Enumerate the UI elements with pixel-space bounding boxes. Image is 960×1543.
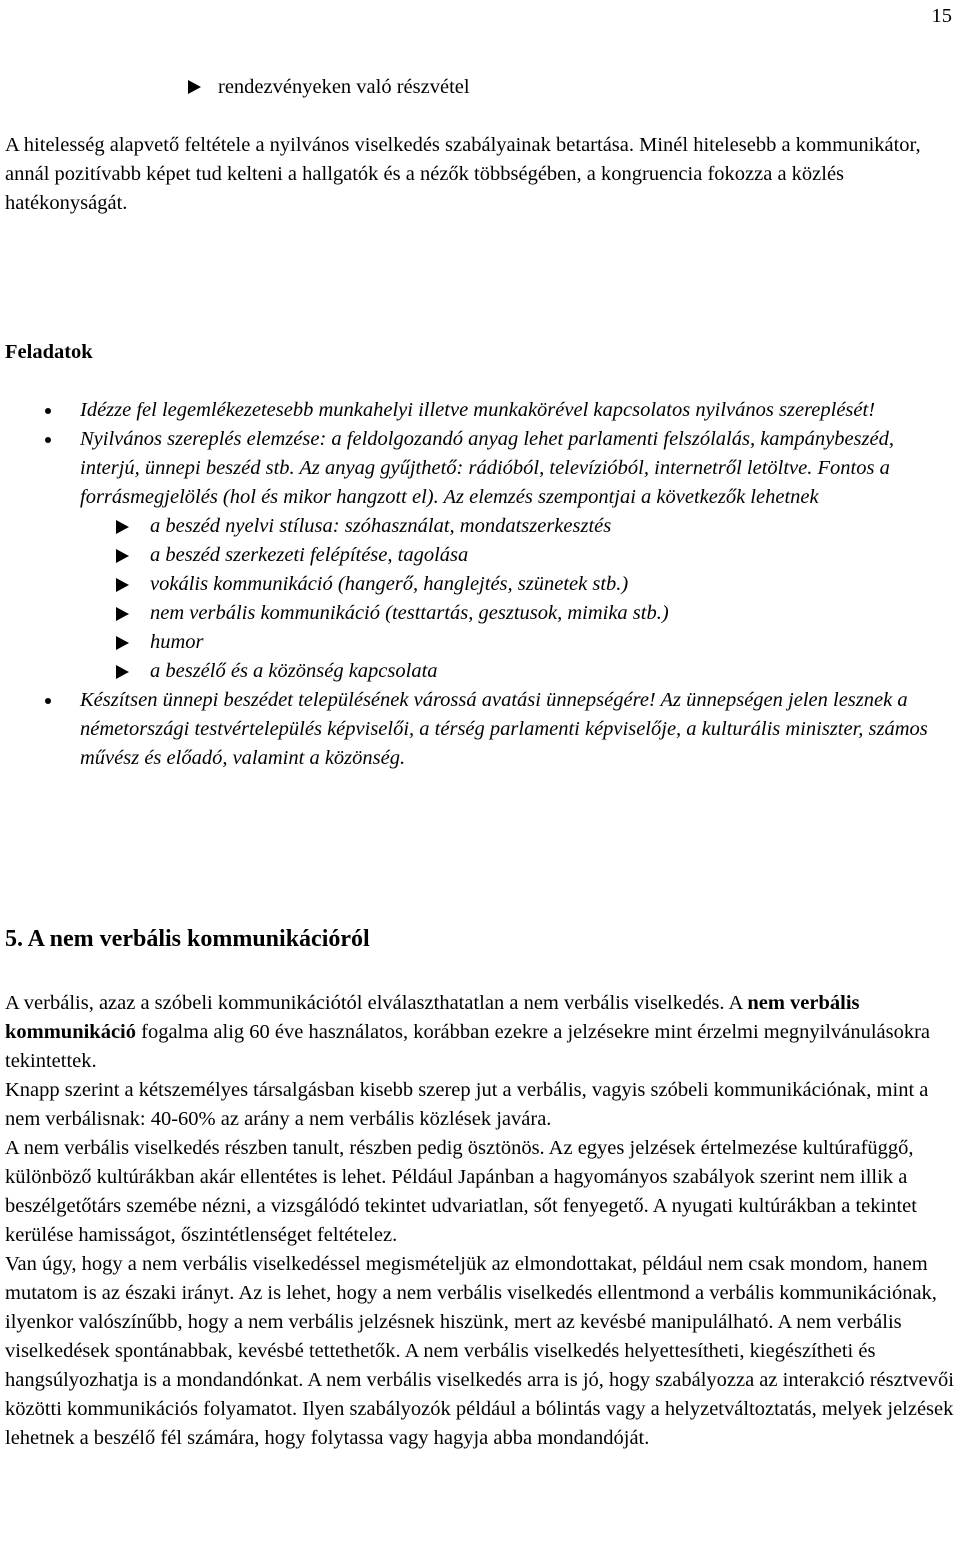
analysis-point: a beszéd nyelvi stílusa: szóhasználat, mondatszerkesztés [75, 512, 955, 541]
tasks-heading: Feladatok [5, 341, 93, 363]
arrow-bullet-icon [116, 578, 129, 592]
analysis-point: a beszéd szerkezeti felépítése, tagolása [75, 541, 955, 570]
task-item-2 [5, 425, 955, 686]
analysis-point: nem verbális kommunikáció (testtartás, gesztusok, mimika stb.) [75, 599, 955, 628]
body-paragraph-2: Knapp szerint a kétszemélyes társalgásban kisebb szerep jut a verbális, vagyis szóbeli kommunikációnak, mint a nem verbálisnak: 40-60% az arány a nem verbális közlések javára. [5, 1079, 929, 1130]
top-bullet-item [188, 73, 470, 102]
task-item-3 [5, 686, 955, 773]
bullet-dot-icon [45, 408, 51, 414]
task-item-1 [5, 396, 955, 425]
arrow-bullet-icon [116, 549, 129, 563]
page-number: 15 [931, 5, 952, 27]
arrow-bullet-icon [188, 80, 201, 94]
body-paragraph-3: A nem verbális viselkedés részben tanult, részben pedig ösztönös. Az egyes jelzések értelmezése kultúrafüggő, különböző kultúrákban akár ellentétes is lehet. Például Japánban a hagyományos szabályok szerint nem illik a beszélgetőtárs szemébe nézni, a vizsgálódó tekintet udvariatlan, sőt fenyegető. A nyugati kultúrákban a tekintet kerülése hamisságot, őszintétlenséget feltételez. [5, 1137, 917, 1246]
key-term: nem verbális kommunikáció [5, 992, 860, 1043]
section-body [5, 989, 957, 1453]
section-heading: 5. A nem verbális kommunikációról [5, 926, 370, 952]
bullet-dot-icon [45, 698, 51, 704]
intro-paragraph: A hitelesség alapvető feltétele a nyilvános viselkedés szabályainak betartása. Minél hitelesebb a kommunikátor, annál pozitívabb képet tud kelteni a hallgatók és a nézők többségében, a kongruencia fokozza a közlés hatékonyságát. [5, 134, 921, 214]
top-bullet-text: rendezvényeken való részvétel [218, 76, 470, 98]
bullet-dot-icon [45, 437, 51, 443]
analysis-points-list [80, 512, 955, 686]
analysis-point: a beszélő és a közönség kapcsolata [75, 657, 955, 686]
tasks-list [5, 396, 955, 773]
body-paragraph-1: A verbális, azaz a szóbeli kommunikációtól elválaszthatatlan a nem verbális viselkedés. A nem verbális kommunikáció fogalma alig 60 éve használatos, korábban ezekre a jelzésekre mint érzelmi megnyilvánulásokra tekintettek. [5, 992, 931, 1072]
task-3-text: Készítsen ünnepi beszédet településének várossá avatási ünnepségére! Az ünnepségen jelen lesznek a németországi testvértelepülés képviselői, a térség parlamenti képviselője, a kulturális miniszter, számos művész és előadó, valamint a közönség. [80, 689, 928, 769]
task-1-text: Idézze fel legemlékezetesebb munkahelyi illetve munkakörével kapcsolatos nyilvános szereplését! [80, 399, 876, 421]
task-2-text: Nyilvános szereplés elemzése: a feldolgozandó anyag lehet parlamenti felszólalás, kampánybeszéd, interjú, ünnepi beszéd stb. Az anyag gyűjthető: rádióból, televízióból, internetről letöltve. Fontos a forrásmegjelölés (hol és mikor hangzott el). Az elemzés szempontjai a következők lehetnek [80, 428, 894, 508]
arrow-bullet-icon [116, 665, 129, 679]
arrow-bullet-icon [116, 607, 129, 621]
arrow-bullet-icon [116, 636, 129, 650]
analysis-point: vokális kommunikáció (hangerő, hanglejtés, szünetek stb.) [75, 570, 955, 599]
analysis-point: humor [75, 628, 955, 657]
body-paragraph-4: Van úgy, hogy a nem verbális viselkedéssel megismételjük az elmondottakat, például nem csak mondom, hanem mutatom is az északi irányt. Az is lehet, hogy a nem verbális viselkedés ellentmond a verbális kommunikációnak, ilyenkor valószínűbb, hogy a nem verbális jelzésnek hiszünk, mert az kevésbé manipulálható. A nem verbális viselkedések spontánabbak, kevésbé tettethetők. A nem verbális viselkedés helyettesítheti, kiegészítheti és hangsúlyozhatja is a mondandónkat. A nem verbális viselkedés arra is jó, hogy szabályozza az interakció résztvevői közötti kommunikációs folyamatot. Ilyen szabályozók például a bólintás vagy a helyzetváltoztatás, melyek jelzések lehetnek a beszélő fél számára, hogy folytassa vagy hagyja abba mondandóját. [5, 1253, 954, 1449]
arrow-bullet-icon [116, 520, 129, 534]
